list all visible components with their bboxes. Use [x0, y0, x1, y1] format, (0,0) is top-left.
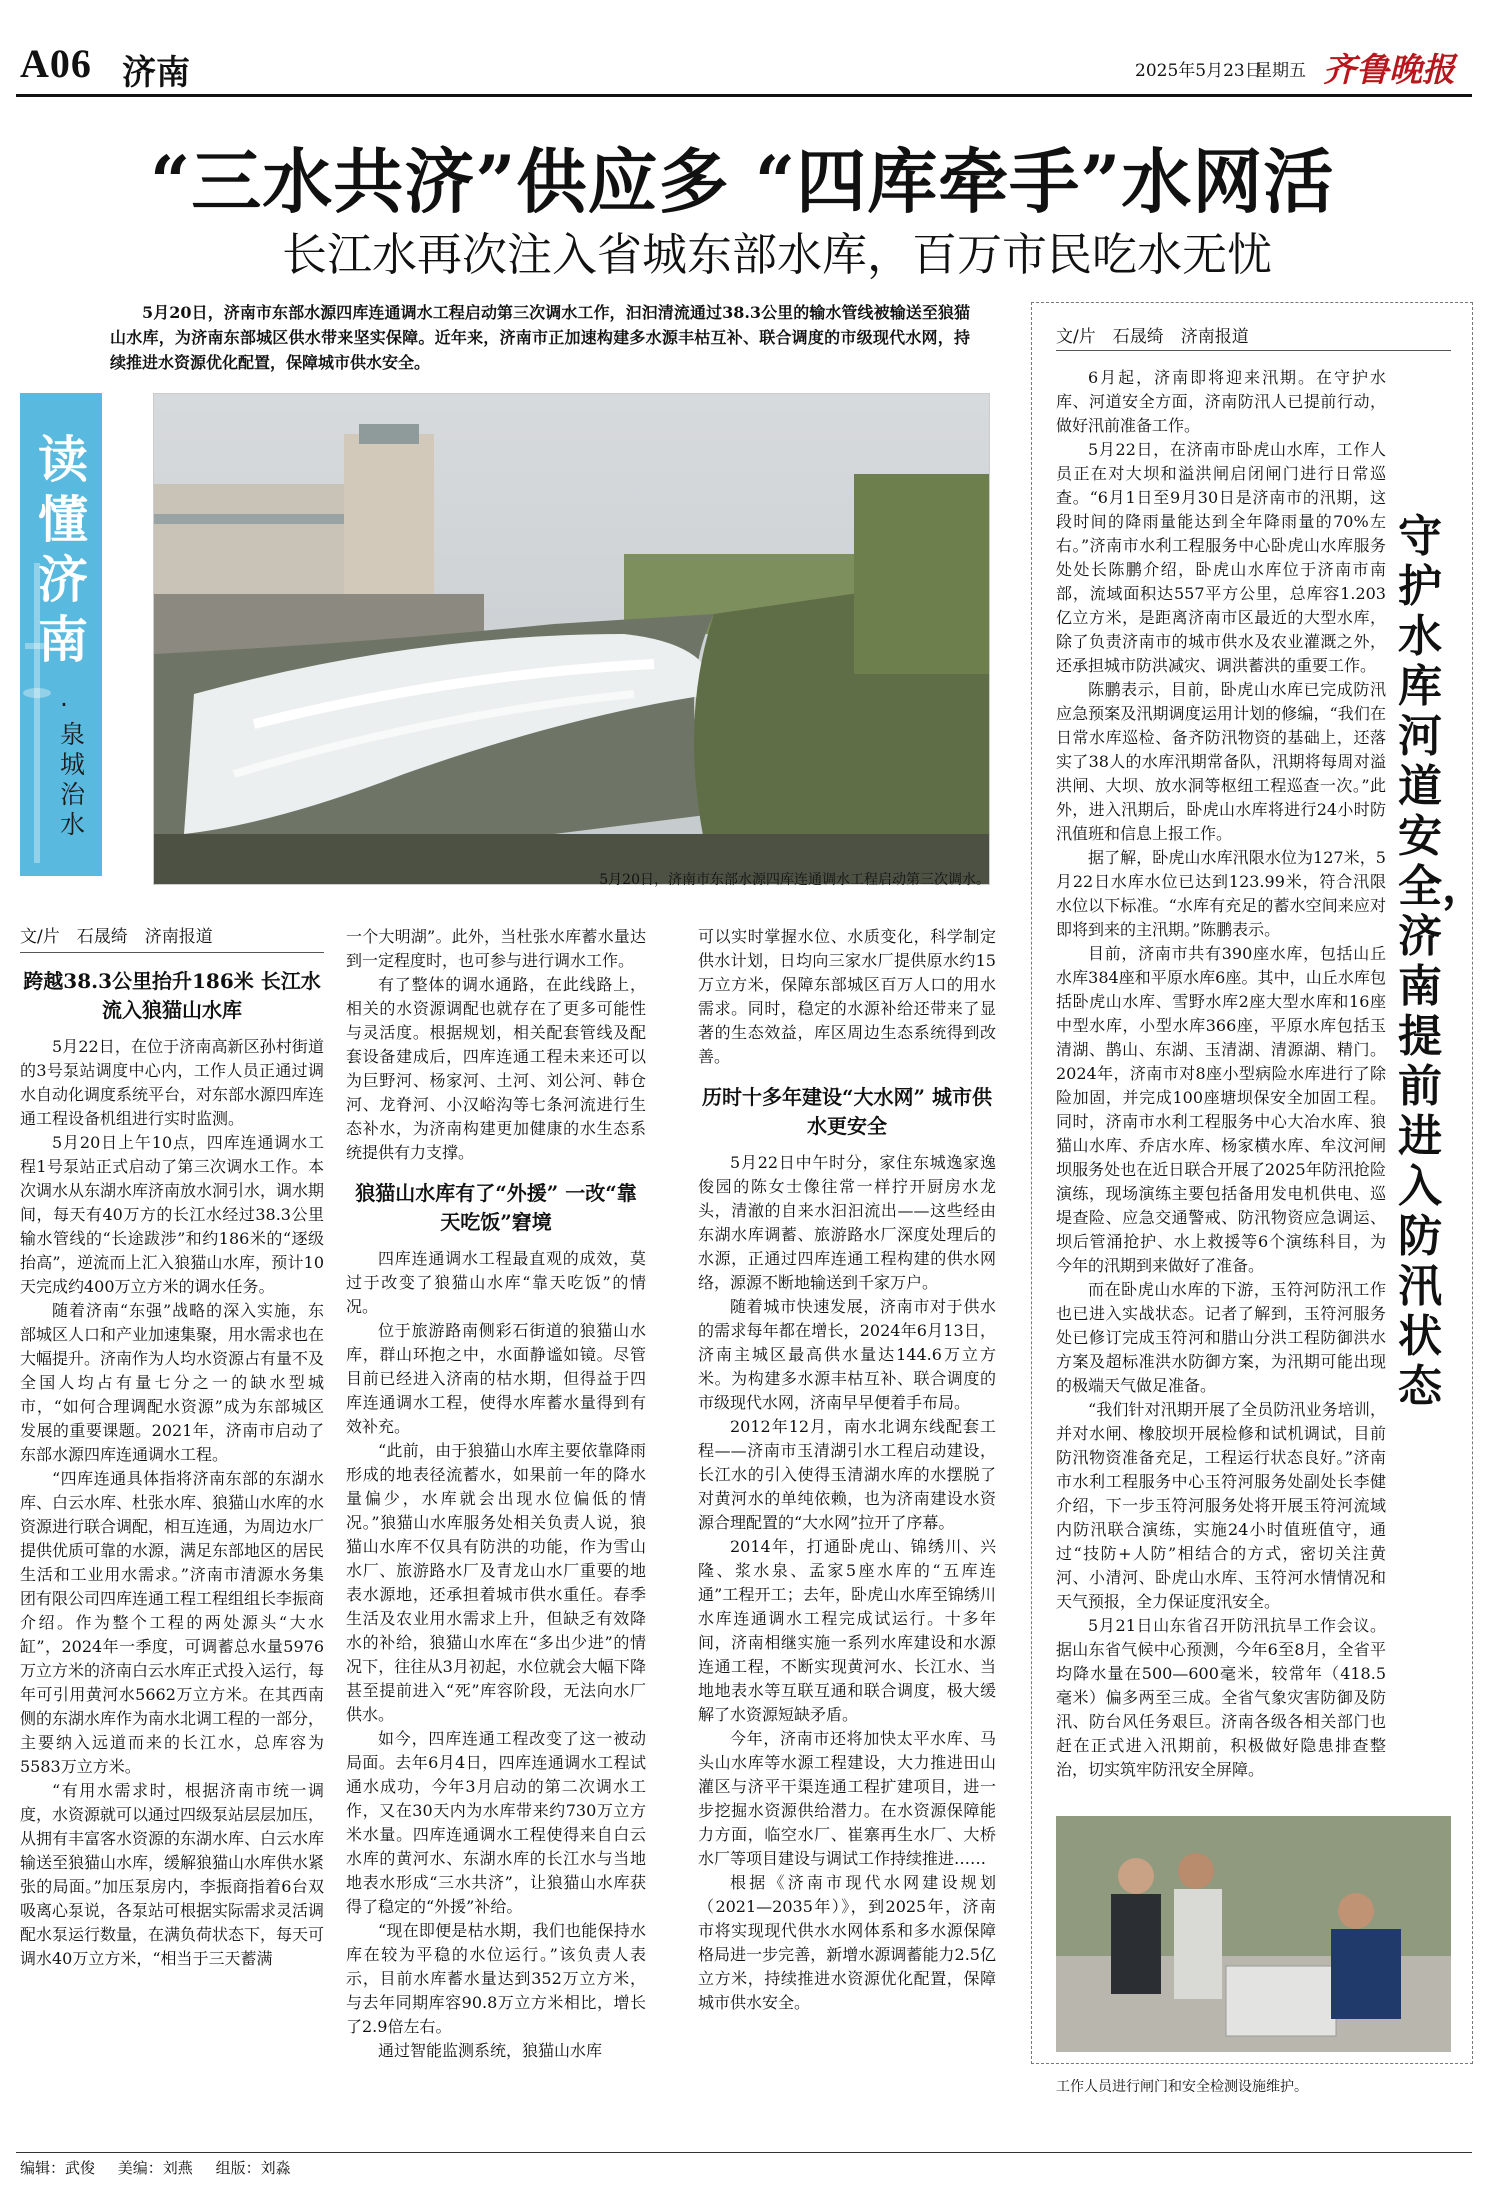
byline: 文/片 石晟绮 济南报道: [20, 925, 324, 953]
paragraph: “有用水需求时，根据济南市统一调度，水资源就可以通过四级泵站层层加压，从拥有丰富客水资源的东湖水库、白云水库输送至狼猫山水库，缓解狼猫山水库供水紧张的局面。”加压泵房内，李振商指着6台双吸离心泵说，各泵站可根据实际需求灵活调配水泵运行数量，在满负荷状态下，每天可调水40万立方米，“相当于三天蓄满: [20, 1781, 325, 1968]
reservoir-spillway-image: [154, 394, 989, 884]
credits-footer: [20, 2157, 309, 2178]
paragraph: 5月20日上午10点，四库连通调水工程1号泵站正式启动了第三次调水工作。本次调水从东湖水库济南放水洞引水，调水期间，每天有40万方的长江水经过38.3公里输水管线的“长途跋涉”和约186米的“逐级抬高”，逆流而上汇入狼猫山水库，预计10天完成约400万立方米的调水任务。: [20, 1133, 325, 1296]
article-column-3: [698, 925, 996, 2015]
paragraph: 有了整体的调水通路，在此线路上，相关的水资源调配也就存在了更多可能性与灵活度。根据规划，相关配套管线及配套设备建成后，四库连通工程未来还可以为巨野河、杨家河、土河、刘公河、韩仓河、龙脊河、小汉峪沟等七条河流进行生态补水，为济南构建更加健康的水生态系统提供有力支撑。: [346, 975, 646, 1162]
masthead-logo: 齐鲁晚报: [1323, 50, 1455, 89]
sidebar-story-body: [1056, 366, 1386, 1782]
lead-paragraph: [110, 300, 970, 375]
paragraph: 目前，济南市共有390座水库，包括山丘水库384座和平原水库6座。其中，山丘水库包括卧虎山水库、雪野水库2座大型水库和16座中型水库，小型水库366座，平原水库包括玉清湖、鹊山、东湖、玉清湖、清源湖、精门。2024年，济南市对8座小型病险水库进行了除险加固，并完成100座塘坝保安全加固工程。同时，济南市水利工程服务中心大冶水库、狼猫山水库、乔店水库、杨家横水库、牟汶河闸坝服务处也在近日联合开展了2025年防汛抢险演练，现场演练主要包括备用发电机供电、巡堤查险、应急交通警戒、防汛物资应急调运、坝后管涌抢护、水上救援等6个演练科目，为今年的汛期到来做好了准备。: [1056, 944, 1386, 1275]
paragraph: 随着城市快速发展，济南市对于供水的需求每年都在增长，2024年6月13日，济南主城区最高供水量达144.6万立方米。为构建多水源丰枯互补、联合调度的市级现代水网，济南早早便着手布局。: [698, 1297, 996, 1412]
paragraph: 陈鹏表示，目前，卧虎山水库已完成防汛应急预案及汛期调度运用计划的修编，“我们在日常水库巡检、备齐防汛物资的基础上，还落实了38人的水库汛期常备队，汛期将每周对溢洪闸、大坝、放水洞等枢纽工程巡查一次。”此外，进入汛期后，卧虎山水库将进行24小时防汛值班和信息上报工作。: [1056, 680, 1386, 843]
paragraph: 5月22日，在位于济南高新区孙村街道的3号泵站调度中心内，工作人员正通过调水自动化调度系统平台，对东部水源四库连通工程设备机组进行实时监测。: [20, 1037, 325, 1128]
paragraph: “现在即便是枯水期，我们也能保持水库在较为平稳的水位运行。”该负责人表示，目前水库蓄水量达到352万立方米，与去年同期库容90.8万立方米相比，增长了2.9倍左右。: [346, 1921, 646, 2036]
subheading-2: 狼猫山水库有了“外援” 一改“靠天吃饭”窘境: [355, 1181, 637, 1234]
designer-credit: 美编：刘燕: [117, 2159, 193, 2177]
paragraph: 而在卧虎山水库的下游，玉符河防汛工作也已进入实战状态。记者了解到，玉符河服务处已修订完成玉符河和腊山分洪工程防御洪水方案及超标准洪水防御方案，为汛期可能出现的极端天气做足准备。: [1056, 1280, 1386, 1395]
main-subheadline: 长江水再次注入省城东部水库，百万市民吃水无忧: [282, 228, 1273, 281]
paragraph: 5月21日山东省召开防汛抗旱工作会议。据山东省气候中心预测，今年6至8月，全省平均降水量在500—600毫米，较常年（418.5毫米）偏多两至三成。全省气象灾害防御及防汛、防台风任务艰巨。济南各级各相关部门也赶在正式进入汛期前，积极做好隐患排查整治，切实筑牢防汛安全屏障。: [1056, 1616, 1386, 1779]
banner-title: 读懂济南: [38, 431, 88, 669]
article-column-1: [20, 925, 324, 1971]
workers-photo-caption: 工作人员进行闸门和安全检测设施维护。: [1056, 2079, 1308, 2095]
workers-photo: [1056, 1816, 1451, 2052]
photo-caption: 5月20日，济南市东部水源四库连通调水工程启动第三次调水。: [599, 872, 990, 888]
header-rule: [16, 94, 1472, 97]
page-code: A06: [20, 41, 92, 86]
paragraph: 通过智能监测系统，狼猫山水库: [378, 2041, 603, 2060]
issue-date: 2025年5月23日: [1135, 61, 1262, 81]
paragraph: 根据《济南市现代水网建设规划（2021—2035年）》，到2025年，济南市将实现现代供水水网体系和多水源保障格局进一步完善，新增水源调蓄能力2.5亿立方米，持续推进水资源优化配置，保障城市供水安全。: [698, 1873, 996, 2012]
paragraph: 据了解，卧虎山水库汛限水位为127米，5月22日水库水位已达到123.99米，符合汛限水位以下标准。“水库有充足的蓄水空间来应对即将到来的主汛期。”陈鹏表示。: [1056, 848, 1386, 939]
paragraph: 2012年12月，南水北调东线配套工程——济南市玉清湖引水工程启动建设，长江水的引入使得玉清湖水库的水摆脱了对黄河水的单纯依赖，也为济南建设水资源合理配置的“大水网”拉开了序幕。: [698, 1417, 996, 1532]
editor-credit: 编辑：武俊: [20, 2159, 96, 2177]
paragraph: 如今，四库连通工程改变了这一被动局面。去年6月4日，四库连通调水工程试通水成功，今年3月启动的第二次调水工作，又在30天内为水库带来约730万立方米水量。四库连通调水工程使得来自白云水库的黄河水、东湖水库的长江水与当地地表水形成“三水共济”，让狼猫山水库获得了稳定的“外援”补给。: [346, 1729, 646, 1916]
subheading-1: 跨越38.3公里抬升186米 长江水流入狼猫山水库: [23, 969, 321, 1022]
layout-credit: 组版：刘淼: [215, 2159, 291, 2177]
paragraph: 随着济南“东强”战略的深入实施，东部城区人口和产业加速集聚，用水需求也在大幅提升。济南作为人均水资源占有量不及全国人均占有量七分之一的缺水型城市，“如何合理调配水资源”成为东部城区发展的重要课题。2021年，济南市启动了东部水源四库连通调水工程。: [20, 1301, 325, 1464]
paragraph: 2014年，打通卧虎山、锦绣川、兴隆、浆水泉、孟家5座水库的“五库连通”工程开工；去年，卧虎山水库至锦绣川水库连通调水工程完成试运行。十多年间，济南相继实施一系列水库建设和水源连通工程，不断实现黄河水、长江水、当地地表水等互联互通和联合调度，极大缓解了水资源短缺矛盾。: [698, 1537, 996, 1724]
paragraph: “我们针对汛期开展了全员防汛业务培训，并对水闸、橡胶坝开展检修和试机调试，目前防汛物资准备充足，工程运行状态良好。”济南市水利工程服务中心玉符河服务处副处长李健介绍，下一步玉符河服务处将开展玉符河流域内防汛联合演练，实施24小时值班值守，通过“技防+人防”相结合的方式，密切关注黄河、小清河、卧虎山水库、玉符河水情情况和天气预报，全力保证度汛安全。: [1056, 1400, 1386, 1611]
section-name: 济南: [122, 53, 190, 93]
paragraph: 四库连通调水工程最直观的成效，莫过于改变了狼猫山水库“靠天吃饭”的情况。: [346, 1249, 646, 1316]
sidebar-byline: 文/片 石晟绮 济南报道: [1056, 322, 1451, 351]
paragraph: 位于旅游路南侧彩石街道的狼猫山水库，群山环抱之中，水面静谧如镜。尽管目前已经进入济南的枯水期，但得益于四库连通调水工程，使得水库蓄水量得到有效补充。: [346, 1321, 646, 1436]
paragraph: 5月22日，在济南市卧虎山水库，工作人员正在对大坝和溢洪闸启闭闸门进行日常巡查。“6月1日至9月30日是济南市的汛期，这段时间的降雨量能达到全年降雨量的70%左右。”济南市水利工程服务中心卧虎山水库服务处处长陈鹏介绍，卧虎山水库位于济南市南部，流域面积达557平方公里，总库容1.203亿立方米，是距离济南市区最近的大型水库，除了负责济南市的城市供水及农业灌溉之外，还承担城市防洪减灾、调洪蓄洪的重要工作。: [1056, 440, 1386, 675]
lead-text: 5月20日，济南市东部水源四库连通调水工程启动第三次调水工作，汩汩清流通过38.3公里的输水管线被输送至狼猫山水库，为济南东部城区供水带来坚实保障。近年来，济南市正加速构建多水源丰枯互补、联合调度的市级现代水网，持续推进水资源优化配置，保障城市供水安全。: [110, 303, 970, 372]
paragraph: 今年，济南市还将加快太平水库、马头山水库等水源工程建设，大力推进田山灌区与济平干渠连通工程扩建项目，进一步挖掘水资源供给潜力。在水资源保障能力方面，临空水厂、崔寨再生水厂、大桥水厂等项目建设与调试工作持续推进……: [698, 1729, 996, 1868]
workers-inspection-image: [1056, 1816, 1451, 2052]
article-column-2: [346, 925, 646, 2063]
paragraph: 可以实时掌握水位、水质变化，科学制定供水计划，日均向三家水厂提供原水约15万立方米，保障东部城区百万人口的用水需求。同时，稳定的水源补给还带来了显著的生态效益，库区周边生态系统得到改善。: [698, 927, 996, 1066]
paragraph: “此前，由于狼猫山水库主要依靠降雨形成的地表径流蓄水，如果前一年的降水量偏少，水库就会出现水位偏低的情况。”狼猫山水库服务处相关负责人说，狼猫山水库不仅具有防洪的功能，作为雪山水厂、旅游路水厂及青龙山水厂重要的地表水源地，还承担着城市供水重任。春季生活及农业用水需求上升，但缺乏有效降水的补给，狼猫山水库在“多出少进”的情况下，往往从3月初起，水位就会大幅下降甚至提前进入“死”库容阶段，无法向水厂供水。: [346, 1441, 646, 1724]
paragraph: 5月22日中午时分，家住东城逸家逸俊园的陈女士像往常一样拧开厨房水龙头，清澈的自来水汩汩流出——这些经由东湖水库调蓄、旅游路水厂深度处理后的水源，正通过四库连通工程构建的供水网络，源源不断地输送到千家万户。: [698, 1153, 996, 1292]
subheading-3: 历时十多年建设“大水网” 城市供水更安全: [702, 1085, 992, 1138]
paragraph: 一个大明湖”。此外，当杜张水库蓄水量达到一定程度时，也可参与进行调水工作。: [346, 927, 646, 970]
reservoir-photo: [153, 393, 990, 885]
issue-weekday: 星期五: [1255, 61, 1306, 81]
sidebar-vertical-title: 守护水库河道安全，济南提前进入防汛状态: [1398, 511, 1486, 1412]
footer-rule: [16, 2152, 1472, 2153]
main-headline: “三水共济”供应多 “四库牵手”水网活: [150, 140, 1335, 223]
paragraph: 6月起，济南即将迎来汛期。在守护水库、河道安全方面，济南防汛人已提前行动，做好汛前准备工作。: [1056, 368, 1386, 435]
banner-subtitle: ·泉城治水: [60, 690, 86, 839]
paragraph: “四库连通具体指将济南东部的东湖水库、白云水库、杜张水库、狼猫山水库的水资源进行联合调配，相互连通，为周边水厂提供优质可靠的水源，满足东部地区的居民生活和工业用水需求。”济南市清源水务集团有限公司四库连通工程工程组组长李振商介绍。作为整个工程的两处源头“大水缸”，2024年一季度，可调蓄总水量5976万立方米的济南白云水库正式投入运行，每年可引用黄河水5662万立方米。在其西南侧的东湖水库作为南水北调工程的一部分，主要纳入远道而来的长江水，总库容为5583万立方米。: [20, 1469, 325, 1776]
